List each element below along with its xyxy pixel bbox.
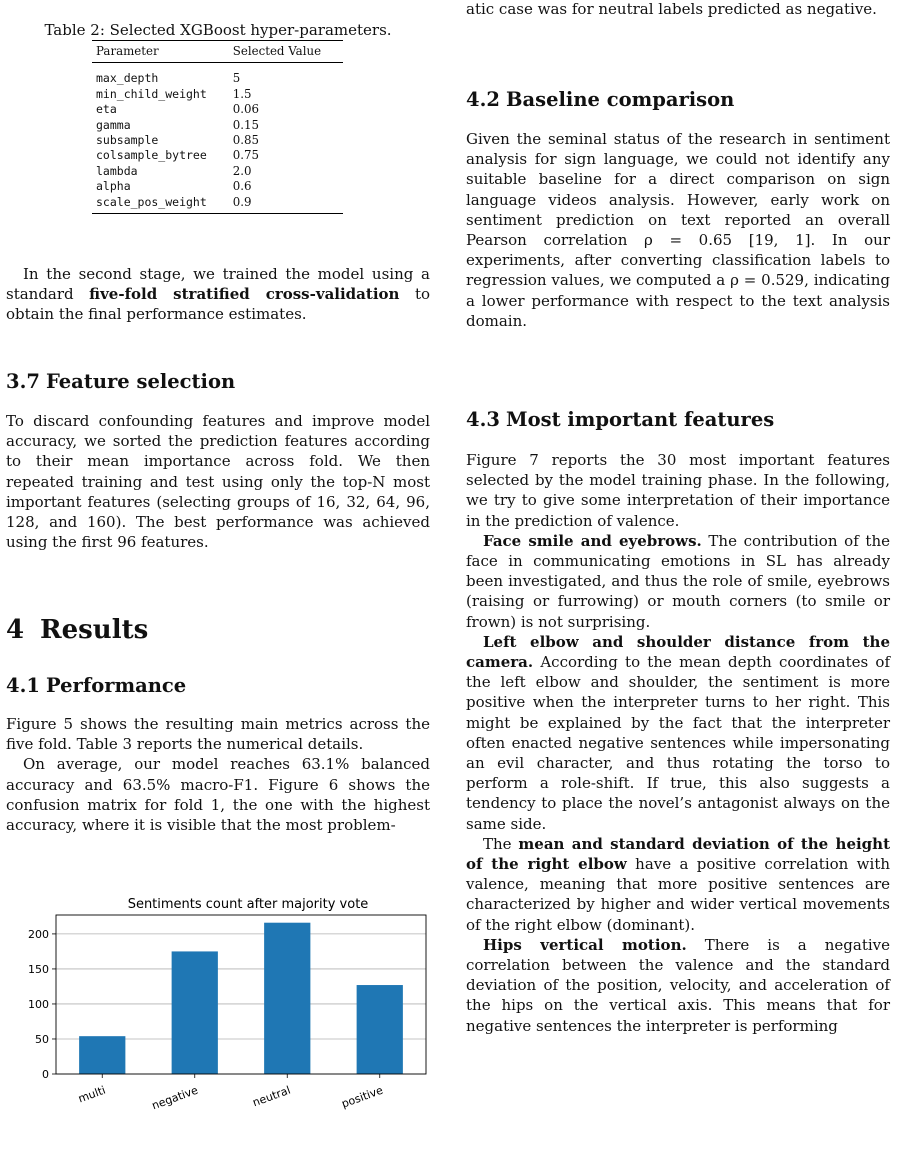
- sec42-block: [466, 129, 890, 331]
- sec41-paragraph-1: Figure 5 shows the resulting main metrics across the five fold. Table 3 reports the numerical details.: [6, 715, 430, 754]
- section-number: 4: [6, 615, 25, 645]
- cv-paragraph: [6, 264, 430, 325]
- hips-paragraph: [466, 935, 890, 1036]
- mean-text-pre: The: [483, 834, 519, 853]
- param-value: 0.85: [232, 133, 260, 148]
- table-header-cell: Parameter: [92, 41, 229, 63]
- mean-heading: mean and standard deviation of the height of the right elbow: [466, 834, 891, 874]
- section-title: Most important features: [506, 408, 775, 431]
- table-row: [92, 63, 343, 87]
- param-name: alpha: [96, 179, 131, 194]
- param-value: 0.75: [232, 148, 260, 163]
- y-tick-label: 150: [28, 962, 49, 976]
- section-title: Results: [40, 615, 149, 645]
- face-text: The contribution of the face in communicating emotions in SL has already been investigated, and thus the role of smile, eyebrows (raising or furrowing) or mouth corners (to smile or frown) is not surprising.: [466, 531, 890, 631]
- param-name: eta: [96, 102, 117, 117]
- param-value: 0.06: [232, 102, 260, 117]
- table-row: [92, 87, 343, 102]
- table-row: [92, 102, 343, 117]
- table-row: [92, 195, 343, 214]
- param-value: 1.5: [232, 86, 252, 101]
- param-name: min_child_weight: [96, 86, 207, 101]
- section-number: 3.7: [6, 370, 40, 393]
- section-heading-4-3: [466, 410, 774, 430]
- sentiment-bar-chart: [6, 888, 430, 1153]
- sec37-block: [6, 411, 430, 552]
- elbow-heading: Left elbow and shoulder distance from the camera.: [466, 632, 890, 672]
- param-name: max_depth: [96, 71, 159, 86]
- param-name: lambda: [96, 163, 138, 178]
- table-header-row: [92, 41, 343, 63]
- hyperparameter-table: [92, 40, 343, 214]
- sec43-intro-paragraph: Figure 7 reports the 30 most important features selected by the model training phase. In the following, we try to give some interpretation of their importance in the prediction of valence.: [466, 451, 890, 530]
- y-tick-label: 50: [35, 1032, 49, 1046]
- hips-heading: Hips vertical motion.: [483, 935, 687, 954]
- section-heading-4: [6, 615, 149, 645]
- x-tick-label: multi: [76, 1083, 108, 1106]
- param-name: gamma: [96, 117, 131, 132]
- param-value: 0.9: [229, 195, 343, 214]
- chart-title: Sentiments count after majority vote: [127, 897, 369, 912]
- cv-paragraph-block: [6, 264, 430, 325]
- bar-multi: [79, 1036, 125, 1074]
- y-tick-label: 200: [28, 927, 49, 941]
- section-title: Baseline comparison: [506, 88, 735, 111]
- section-number: 4.2: [466, 88, 500, 111]
- sec41-block: [6, 714, 430, 835]
- x-tick-label: neutral: [250, 1083, 293, 1110]
- table-caption: Table 2: Selected XGBoost hyper-parameters.: [44, 21, 392, 39]
- param-name: colsample_bytree: [96, 148, 207, 163]
- section-title: Performance: [46, 674, 187, 697]
- table-row: [92, 133, 343, 148]
- section-number: 4.1: [6, 674, 40, 697]
- hips-text: There is a negative correlation between the valence and the standard deviation of the position, velocity, and acceleration of the hips on the vertical axis. This means that for negative sentences the interpreter is performing: [466, 935, 890, 1035]
- face-heading: Face smile and eyebrows.: [483, 531, 702, 550]
- y-tick-label: 0: [42, 1068, 49, 1081]
- sec41-paragraph-2: On average, our model reaches 63.1% balanced accuracy and 63.5% macro-F1. Figure 6 shows the confusion matrix for fold 1, the one with the highest accuracy, where it is visible that the most problem-: [6, 755, 430, 835]
- table-header-cell: Selected Value: [229, 41, 343, 63]
- cv-text-post: to obtain the final performance estimates.: [6, 285, 431, 324]
- table-row: [92, 118, 343, 133]
- elbow-paragraph: [466, 632, 890, 834]
- sec43-block: [466, 450, 890, 1036]
- table-row: [92, 148, 343, 163]
- bar-negative: [172, 951, 218, 1074]
- mean-text: have a positive correlation with valence, meaning that more positive sentences are characterized by higher and wider vertical movements of the right elbow (dominant).: [466, 855, 891, 934]
- param-name: subsample: [96, 133, 159, 148]
- section-heading-3-7: [6, 372, 235, 392]
- param-value: 5: [232, 71, 241, 86]
- section-heading-4-1: [6, 676, 186, 696]
- param-value: 0.15: [232, 117, 260, 132]
- bar-neutral: [264, 923, 310, 1074]
- face-paragraph: [466, 531, 890, 632]
- cv-text-bold: five-fold stratified cross-validation: [89, 285, 400, 304]
- param-value: 0.6: [232, 179, 252, 194]
- cv-text-pre: In the second stage, we trained the model using a standard: [6, 265, 430, 304]
- elbow-text: According to the mean depth coordinates of the left elbow and shoulder, the sentiment is more positive when the interpreter turns to her right. This might be explained by the fact that the interpreter often enacted negative sentences while impersonating an evil character, and thus rotating the torso to perform a role-shift. If true, this also suggests a tendency to place the novel’s antagonist always on the same side.: [466, 653, 890, 833]
- mean-paragraph: [466, 834, 890, 935]
- bar-positive: [357, 985, 403, 1074]
- x-tick-label: negative: [150, 1083, 200, 1113]
- sec37-paragraph: To discard confounding features and improve model accuracy, we sorted the prediction features according to their mean importance across fold. We then repeated training and test using only the top-N most important features (selecting groups of 16, 32, 64, 96, 128, and 160). The best performance was achieved using the first 96 features.: [6, 412, 430, 552]
- section-number: 4.3: [466, 408, 500, 431]
- param-value: 2.0: [232, 163, 252, 178]
- table-row: [92, 164, 343, 179]
- param-name: scale_pos_weight: [92, 195, 229, 214]
- continuation-block: [466, 0, 890, 19]
- x-tick-label: positive: [339, 1083, 385, 1111]
- y-tick-label: 100: [28, 997, 49, 1011]
- sec42-paragraph: Given the seminal status of the research in sentiment analysis for sign language, we could not identify any suitable baseline for a direct comparison on sign language videos analysis. However, early work on sentiment prediction on text reported an overall Pearson correlation ρ = 0.65 [19, 1]. In our experiments, after converting classification labels to regression values, we computed a ρ = 0.529, indicating a lower performance with respect to the text analysis domain.: [466, 130, 890, 330]
- section-title: Feature selection: [46, 370, 236, 393]
- section-heading-4-2: [466, 90, 734, 110]
- table-row: [92, 179, 343, 194]
- continuation-paragraph: atic case was for neutral labels predicted as negative.: [466, 0, 877, 18]
